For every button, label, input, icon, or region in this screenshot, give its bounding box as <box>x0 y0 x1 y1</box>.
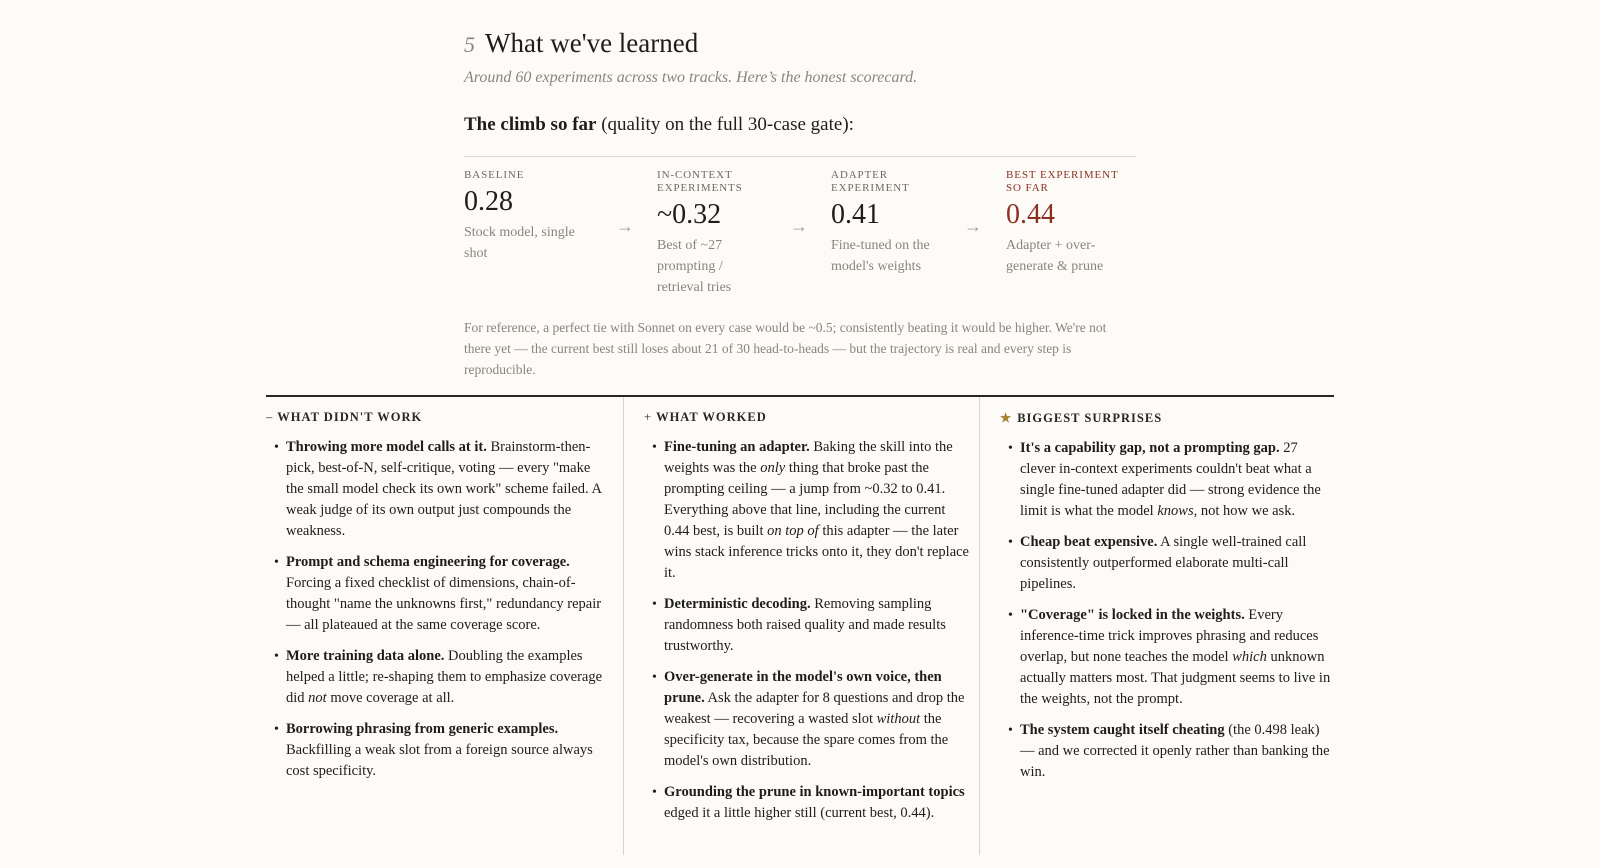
stage-label: ADAPTER EXPERIMENT <box>831 169 910 194</box>
stage-value: 0.28 <box>464 186 513 217</box>
item-lead: Fine-tuning an adapter. <box>664 439 810 455</box>
item-lead: More training data alone. <box>286 648 445 664</box>
list-item <box>1020 720 1335 783</box>
list-item <box>286 437 606 542</box>
climb-lead: The climb so far <box>464 114 597 135</box>
item-emphasis: which <box>1232 649 1267 665</box>
star-icon: ★ <box>1000 411 1013 425</box>
item-text: Brainstorm-then-pick, best-of-N, self-critique, voting — every "make the small model check its own work" scheme failed. A weak judge of its own output just compounds the weakness. <box>286 439 602 539</box>
stage-in-context <box>657 169 757 298</box>
stage-best <box>1006 169 1124 277</box>
stage-value: 0.44 <box>1006 199 1055 230</box>
item-lead: Cheap beat expensive. <box>1020 534 1158 550</box>
item-text: A single well-trained call consistently outperformed elaborate multi-call pipelines. <box>1020 534 1307 592</box>
item-text: the specificity tax, because the spare comes from the model's own distribution. <box>664 711 949 769</box>
item-text: edged it a little higher still (current best, 0.44). <box>664 805 935 821</box>
stage-label: BASELINE <box>464 169 525 181</box>
list-item <box>1020 605 1335 710</box>
item-text: , not how we ask. <box>1193 503 1296 519</box>
item-text: 27 clever in-context experiments couldn't beat what a single fine-tuned adapter did — strong evidence the limit is what the model <box>1020 440 1321 519</box>
stage-label: BEST EXPERIMENT SO FAR <box>1006 169 1119 194</box>
reference-note: For reference, a perfect tie with Sonnet on every case would be ~0.5; consistently beating it would be higher. We're not there yet — the current best still loses about 21 of 30 head-to-heads — but the trajectory is real and every step is reproducible. <box>464 320 1107 377</box>
item-emphasis: not <box>308 690 327 706</box>
stage-adapter <box>831 169 949 277</box>
stage-description: Stock model, single shot <box>464 225 575 261</box>
column-didnt-work <box>266 397 606 855</box>
item-lead: Borrowing phrasing from generic examples. <box>286 721 559 737</box>
list-item <box>664 437 974 584</box>
stage-label: IN-CONTEXT EXPERIMENTS <box>657 169 743 194</box>
item-text: thing that broke past the prompting ceiling — a jump from ~0.32 to 0.41. Everything above that line, including the current 0.44 best, is built <box>664 460 946 539</box>
item-emphasis: on top of <box>767 523 819 539</box>
arrow-right-icon: → <box>616 216 634 236</box>
item-lead: Prompt and schema engineering for coverage. <box>286 554 570 570</box>
list-item <box>286 719 606 782</box>
item-lead: Throwing more model calls at it. <box>286 439 487 455</box>
item-text: this adapter — the later wins stack inference tricks onto it, they don't replace it. <box>664 523 969 581</box>
item-text: move coverage at all. <box>326 690 455 706</box>
stage-description: Best of ~27 prompting / retrieval tries <box>657 238 732 295</box>
item-lead: It's a capability gap, not a prompting gap. <box>1020 440 1280 456</box>
list-item <box>1020 438 1335 522</box>
item-lead: Grounding the prune in known-important topics <box>664 784 965 800</box>
item-text: (the 0.498 leak) — and we corrected it openly rather than banking the win. <box>1020 722 1330 780</box>
list-item <box>664 782 974 824</box>
column-heading <box>266 410 606 425</box>
stage-value: ~0.32 <box>657 199 722 230</box>
column-what-worked <box>623 397 974 855</box>
climb-heading <box>464 114 854 136</box>
arrow-right-icon: → <box>790 216 808 236</box>
item-text: Every inference-time trick improves phrasing and reduces overlap, but none teaches the model <box>1020 607 1319 665</box>
list-item <box>1020 532 1335 595</box>
item-list <box>1000 438 1335 783</box>
list-item <box>286 552 606 636</box>
list-item <box>286 646 606 709</box>
item-list <box>266 437 606 782</box>
item-text: unknown actually matters most. That judgment seems to live in the weights, not the prompt. <box>1020 649 1331 707</box>
section-number: 5 <box>464 32 475 57</box>
arrow-right-icon: → <box>964 216 982 236</box>
column-heading <box>644 410 974 425</box>
item-text: Doubling the examples helped a little; re-shaping them to emphasize coverage did <box>286 648 603 706</box>
stage-value: 0.41 <box>831 199 880 230</box>
item-text: Forcing a fixed checklist of dimensions, chain-of-thought "name the unknowns first," redundancy repair — all plateaued at the same coverage score. <box>286 575 602 633</box>
item-text: Baking the skill into the weights was the <box>664 439 953 476</box>
divider <box>464 156 1136 157</box>
section-heading <box>464 28 698 59</box>
item-text: Removing sampling randomness both raised quality and made results trustworthy. <box>664 596 946 654</box>
minus-icon: – <box>266 410 274 424</box>
item-lead: "Coverage" is locked in the weights. <box>1020 607 1245 623</box>
plus-icon: + <box>644 410 653 424</box>
column-biggest-surprises <box>979 397 1335 855</box>
stage-baseline <box>464 169 599 264</box>
item-lead: Deterministic decoding. <box>664 596 811 612</box>
column-title: WHAT DIDN'T WORK <box>277 410 423 424</box>
section-subtitle: Around 60 experiments across two tracks. Here’s the honest scorecard. <box>464 69 918 86</box>
stage-description: Fine-tuned on the model's weights <box>831 238 930 274</box>
list-item <box>664 667 974 772</box>
item-emphasis: without <box>876 711 921 727</box>
item-emphasis: knows <box>1157 503 1194 519</box>
item-emphasis: only <box>760 460 786 476</box>
item-lead: The system caught itself cheating <box>1020 722 1225 738</box>
item-text: Ask the adapter for 8 questions and drop the weakest — recovering a wasted slot <box>664 690 965 727</box>
column-heading <box>1000 410 1335 426</box>
section-title: What we've learned <box>485 28 699 58</box>
climb-rest: (quality on the full 30-case gate): <box>601 114 854 135</box>
list-item <box>664 594 974 657</box>
item-list <box>644 437 974 824</box>
stage-description: Adapter + over-generate & prune <box>1006 238 1104 274</box>
column-title: WHAT WORKED <box>656 410 767 424</box>
item-text: Backfilling a weak slot from a foreign source always cost specificity. <box>286 742 593 779</box>
item-lead: Over-generate in the model's own voice, then prune. <box>664 669 942 706</box>
column-title: BIGGEST SURPRISES <box>1017 411 1163 425</box>
